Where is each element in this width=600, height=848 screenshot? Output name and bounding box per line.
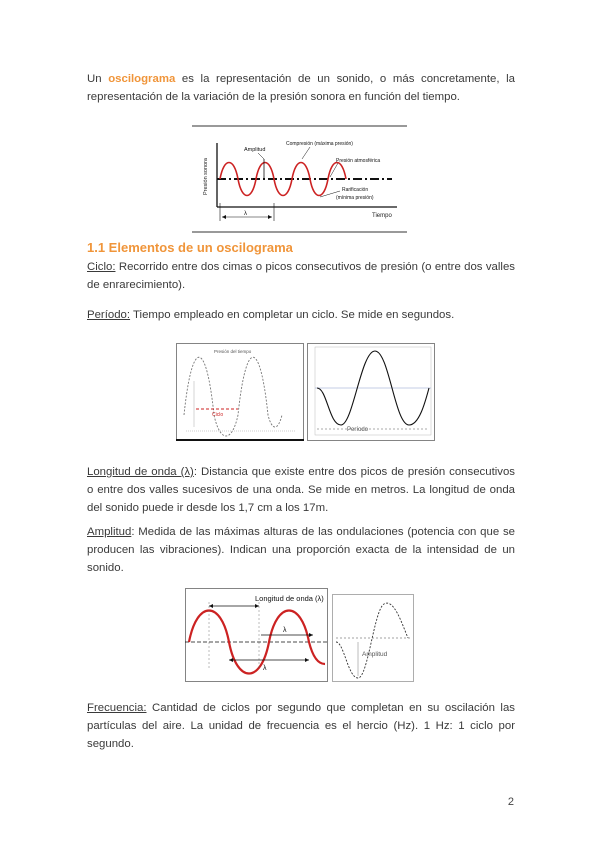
amplitude-label: Amplitud [244,147,266,153]
atmospheric-pressure-label: Presión atmosférica [336,158,381,164]
periodo-term: Período: [87,309,131,321]
periodo-label: Período [347,427,369,433]
intro-prefix: Un [87,73,109,85]
x-axis-label: Tiempo [372,213,392,219]
amplitud-text: : Medida de las máximas alturas de las ondulaciones (potencia con que se producen las vibraciones). Indican una proporción exacta de la intensidad de un sonido. [87,526,515,574]
longitud-term: Longitud de onda (λ) [87,466,194,478]
period-diagram [307,343,435,441]
compression-label: Compresión (máxima presión) [286,141,353,147]
y-axis-label: Presión sonora [203,158,209,195]
wavelength-lambda-lower: λ [263,665,267,672]
longitud-paragraph [87,463,515,517]
frecuencia-text: Cantidad de ciclos por segundo que completan en su oscilación las partículas del aire. La unidad de frecuencia es el hercio (Hz). 1 Hz: 1 ciclo por segundo. [87,702,515,750]
oscillogram-diagram [192,125,407,233]
periodo-paragraph [87,306,515,324]
longitud-text: : Distancia que existe entre dos picos de presión consecutivos o entre dos valles sucesivos de una onda. Se mide en metros. La longitud de onda del sonido puede ir desde los 1,7 cm a los 17m. [87,466,515,514]
page-number: 2 [507,796,514,808]
cycle-diagram-header: Presión del tiempo [214,349,252,354]
intro-text: es la representación de un sonido, o más concretamente, la representación de la variación de la presión sonora en función del tiempo. [87,73,515,103]
wavelength-title: Longitud de onda (λ) [255,594,324,603]
amplitud-term: Amplitud [87,526,132,538]
periodo-text: Tiempo empleado en completar un ciclo. Se mide en segundos. [130,309,455,321]
amplitude-diagram [332,594,414,682]
ciclo-term: Ciclo: [87,261,116,273]
amplitud-paragraph [87,523,515,577]
wavelength-lambda-upper: λ [283,627,287,634]
ciclo-paragraph [87,258,515,294]
wavelength-diagram [185,588,328,682]
ciclo-text: Recorrido entre dos cimas o picos consecutivos de presión (o entre dos valles de enrarecimiento). [87,261,515,291]
rarefaction-label: Rarificación [342,187,369,193]
intro-term-oscilograma: oscilograma [108,73,176,85]
cycle-diagram [176,343,304,441]
amplitud-label: Amplitud [362,651,388,658]
frecuencia-term: Frecuencia: [87,702,147,714]
frecuencia-paragraph [87,699,515,753]
ciclo-label: Ciclo [212,412,224,418]
intro-paragraph [87,70,515,106]
section-heading: 1.1 Elementos de un oscilograma [87,240,293,255]
lambda-label: λ [244,211,247,217]
rarefaction-sublabel: (mínima presión) [336,195,374,201]
